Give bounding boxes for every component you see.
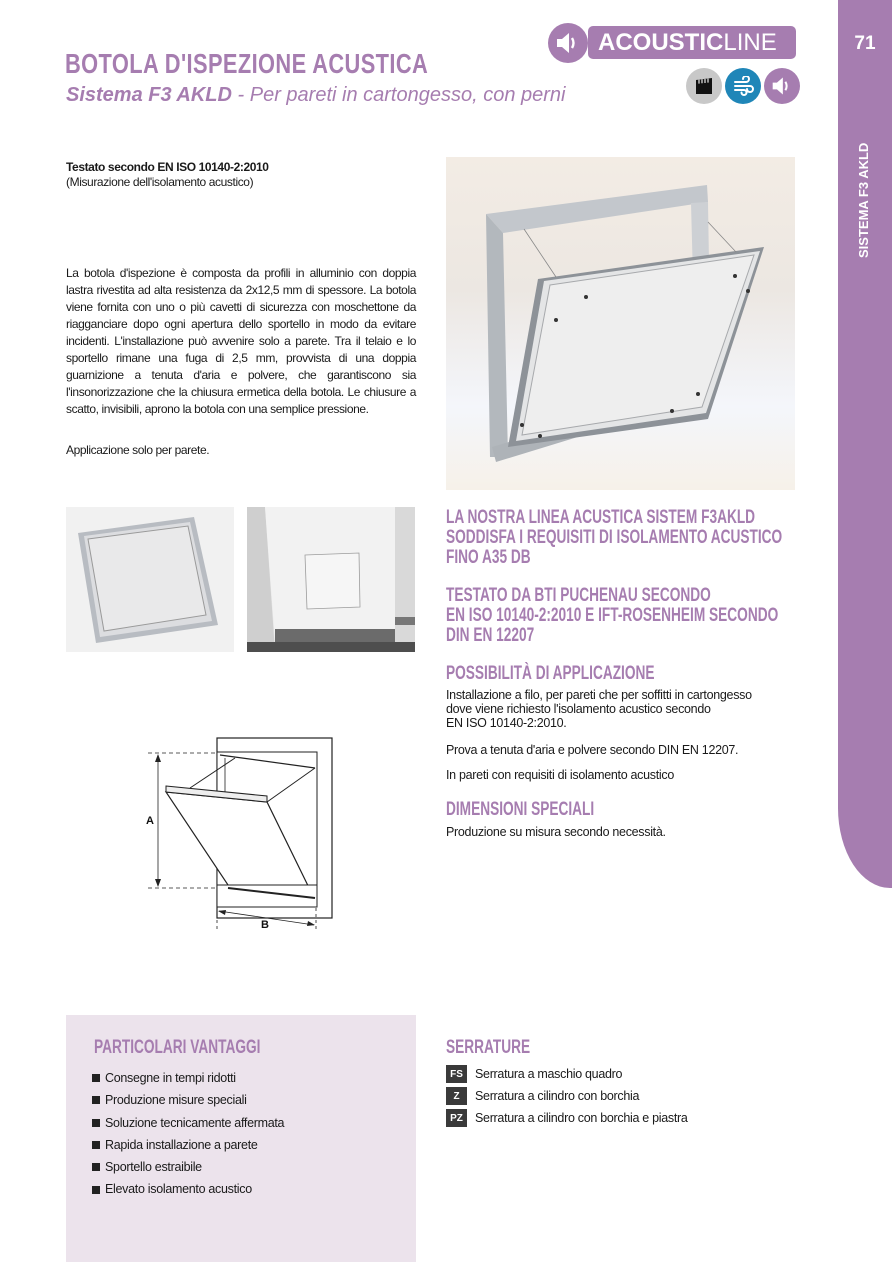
bullet-square-icon xyxy=(92,1163,100,1171)
dimension-label-b: B xyxy=(261,919,269,931)
wind-icon xyxy=(725,68,761,104)
acoustic-claim-heading xyxy=(446,508,782,568)
test-title: Testato secondo EN ISO 10140-2:2010 xyxy=(66,160,269,174)
list-item-label: Produzione misure speciali xyxy=(105,1093,247,1108)
lock-item xyxy=(446,1063,688,1085)
heading-line: EN ISO 10140-2:2010 E IFT-ROSENHEIM SECONDO xyxy=(446,605,779,626)
heading-line: LA NOSTRA LINEA ACUSTICA SISTEM F3AKLD xyxy=(446,507,756,528)
subtitle-bold: Sistema F3 AKLD xyxy=(66,84,232,106)
list-item-label: Rapida installazione a parete xyxy=(105,1137,258,1152)
test-note: (Misurazione dell'isolamento acustico) xyxy=(66,175,254,189)
walls-text: In pareti con requisiti di isolamento acustico xyxy=(446,768,674,782)
text-line: EN ISO 10140-2:2010. xyxy=(446,716,567,730)
special-dimensions-text: Produzione su misura secondo necessità. xyxy=(446,825,666,839)
application-heading: POSSIBILITÀ DI APPLICAZIONE xyxy=(446,663,655,684)
air-test-text: Prova a tenuta d'aria e polvere secondo DIN EN 12207. xyxy=(446,743,739,757)
lock-item xyxy=(446,1085,688,1107)
bullet-square-icon xyxy=(92,1096,100,1104)
page-title: BOTOLA D'ISPEZIONE ACUSTICA xyxy=(65,48,429,79)
list-item-label: Elevato isolamento acustico xyxy=(105,1182,252,1197)
lock-label: Serratura a cilindro con borchia e piastra xyxy=(475,1111,688,1125)
side-tab xyxy=(838,0,892,888)
lock-code-badge: Z xyxy=(446,1087,467,1105)
bullet-square-icon xyxy=(92,1141,100,1149)
product-description: La botola d'ispezione è composta da profili in alluminio con doppia lastra rivestita ad alta resistenza da 2x12,5 mm di spessore. La botola viene fornita con uno o più cavetti di sicurezza con moschettone da riagganciare dopo ogni apertura dello sportello in modo da evitare incidenti. L'installazione può avvenire solo a parete. Tra il telaio e lo sportello rimane una fuga di 2,5 mm, provvista di una doppia guarnizione a tenuta d'aria e polvere, che garantiscono sia l'insonorizzazione che la chiusura ermetica della botola. Le chiusure a scatto, invisibili, aprono la botola con una semplice pressione. xyxy=(66,266,416,416)
special-dimensions-heading: DIMENSIONI SPECIALI xyxy=(446,799,595,820)
test-standard xyxy=(66,160,269,190)
list-item xyxy=(92,1112,284,1134)
list-item-label: Sportello estraibile xyxy=(105,1160,202,1175)
heading-line: SODDISFA I REQUISITI DI ISOLAMENTO ACUSTICO xyxy=(446,527,783,548)
locks-list xyxy=(446,1063,688,1129)
application-note: Applicazione solo per parete. xyxy=(66,443,210,457)
list-item-label: Soluzione tecnicamente affermata xyxy=(105,1115,285,1130)
heading-line: TESTATO DA BTI PUCHENAU SECONDO xyxy=(446,585,711,606)
lock-code-badge: PZ xyxy=(446,1109,467,1127)
dimension-drawing xyxy=(140,730,340,940)
subtitle-rest: - Per pareti in cartongesso, con perni xyxy=(231,84,566,106)
list-item xyxy=(92,1067,284,1089)
speaker-icon xyxy=(764,68,800,104)
advantages-title: PARTICOLARI VANTAGGI xyxy=(94,1037,261,1058)
list-item-label: Consegne in tempi ridotti xyxy=(105,1071,236,1085)
advantages-list xyxy=(92,1067,284,1201)
bullet-square-icon xyxy=(92,1074,100,1082)
page-subtitle xyxy=(66,84,565,107)
lock-item xyxy=(446,1107,688,1129)
lock-label: Serratura a maschio quadro xyxy=(475,1067,623,1081)
locks-title: SERRATURE xyxy=(446,1037,531,1058)
panel-icon xyxy=(686,68,722,104)
page-number: 71 xyxy=(854,33,876,54)
list-item xyxy=(92,1178,284,1200)
acousticline-logo xyxy=(548,22,798,64)
installed-photo xyxy=(247,507,415,652)
heading-line: FINO A35 DB xyxy=(446,547,531,568)
list-item xyxy=(92,1089,284,1111)
lock-label: Serratura a cilindro con borchia xyxy=(475,1089,640,1103)
bullet-square-icon xyxy=(92,1186,100,1194)
application-text xyxy=(446,688,752,730)
list-item xyxy=(92,1134,284,1156)
feature-icons xyxy=(686,68,800,104)
text-line: dove viene richiesto l'isolamento acustico secondo xyxy=(446,702,711,716)
brand-light: LINE xyxy=(723,29,777,56)
product-photo-frame xyxy=(66,507,234,652)
side-tab-label: SISTEMA F3 AKLD xyxy=(856,142,871,258)
dimension-label-a: A xyxy=(146,815,154,827)
text-line: Installazione a filo, per pareti che per soffitti in cartongesso xyxy=(446,688,752,702)
list-item xyxy=(92,1156,284,1178)
product-hero-photo xyxy=(446,157,795,490)
tested-by-heading xyxy=(446,586,778,646)
bullet-square-icon xyxy=(92,1119,100,1127)
advantages-box xyxy=(66,1015,416,1262)
brand-bold: ACOUSTIC xyxy=(598,29,724,56)
brand-name xyxy=(588,26,796,59)
speaker-icon xyxy=(548,23,588,63)
lock-code-badge: FS xyxy=(446,1065,467,1083)
heading-line: DIN EN 12207 xyxy=(446,625,535,646)
